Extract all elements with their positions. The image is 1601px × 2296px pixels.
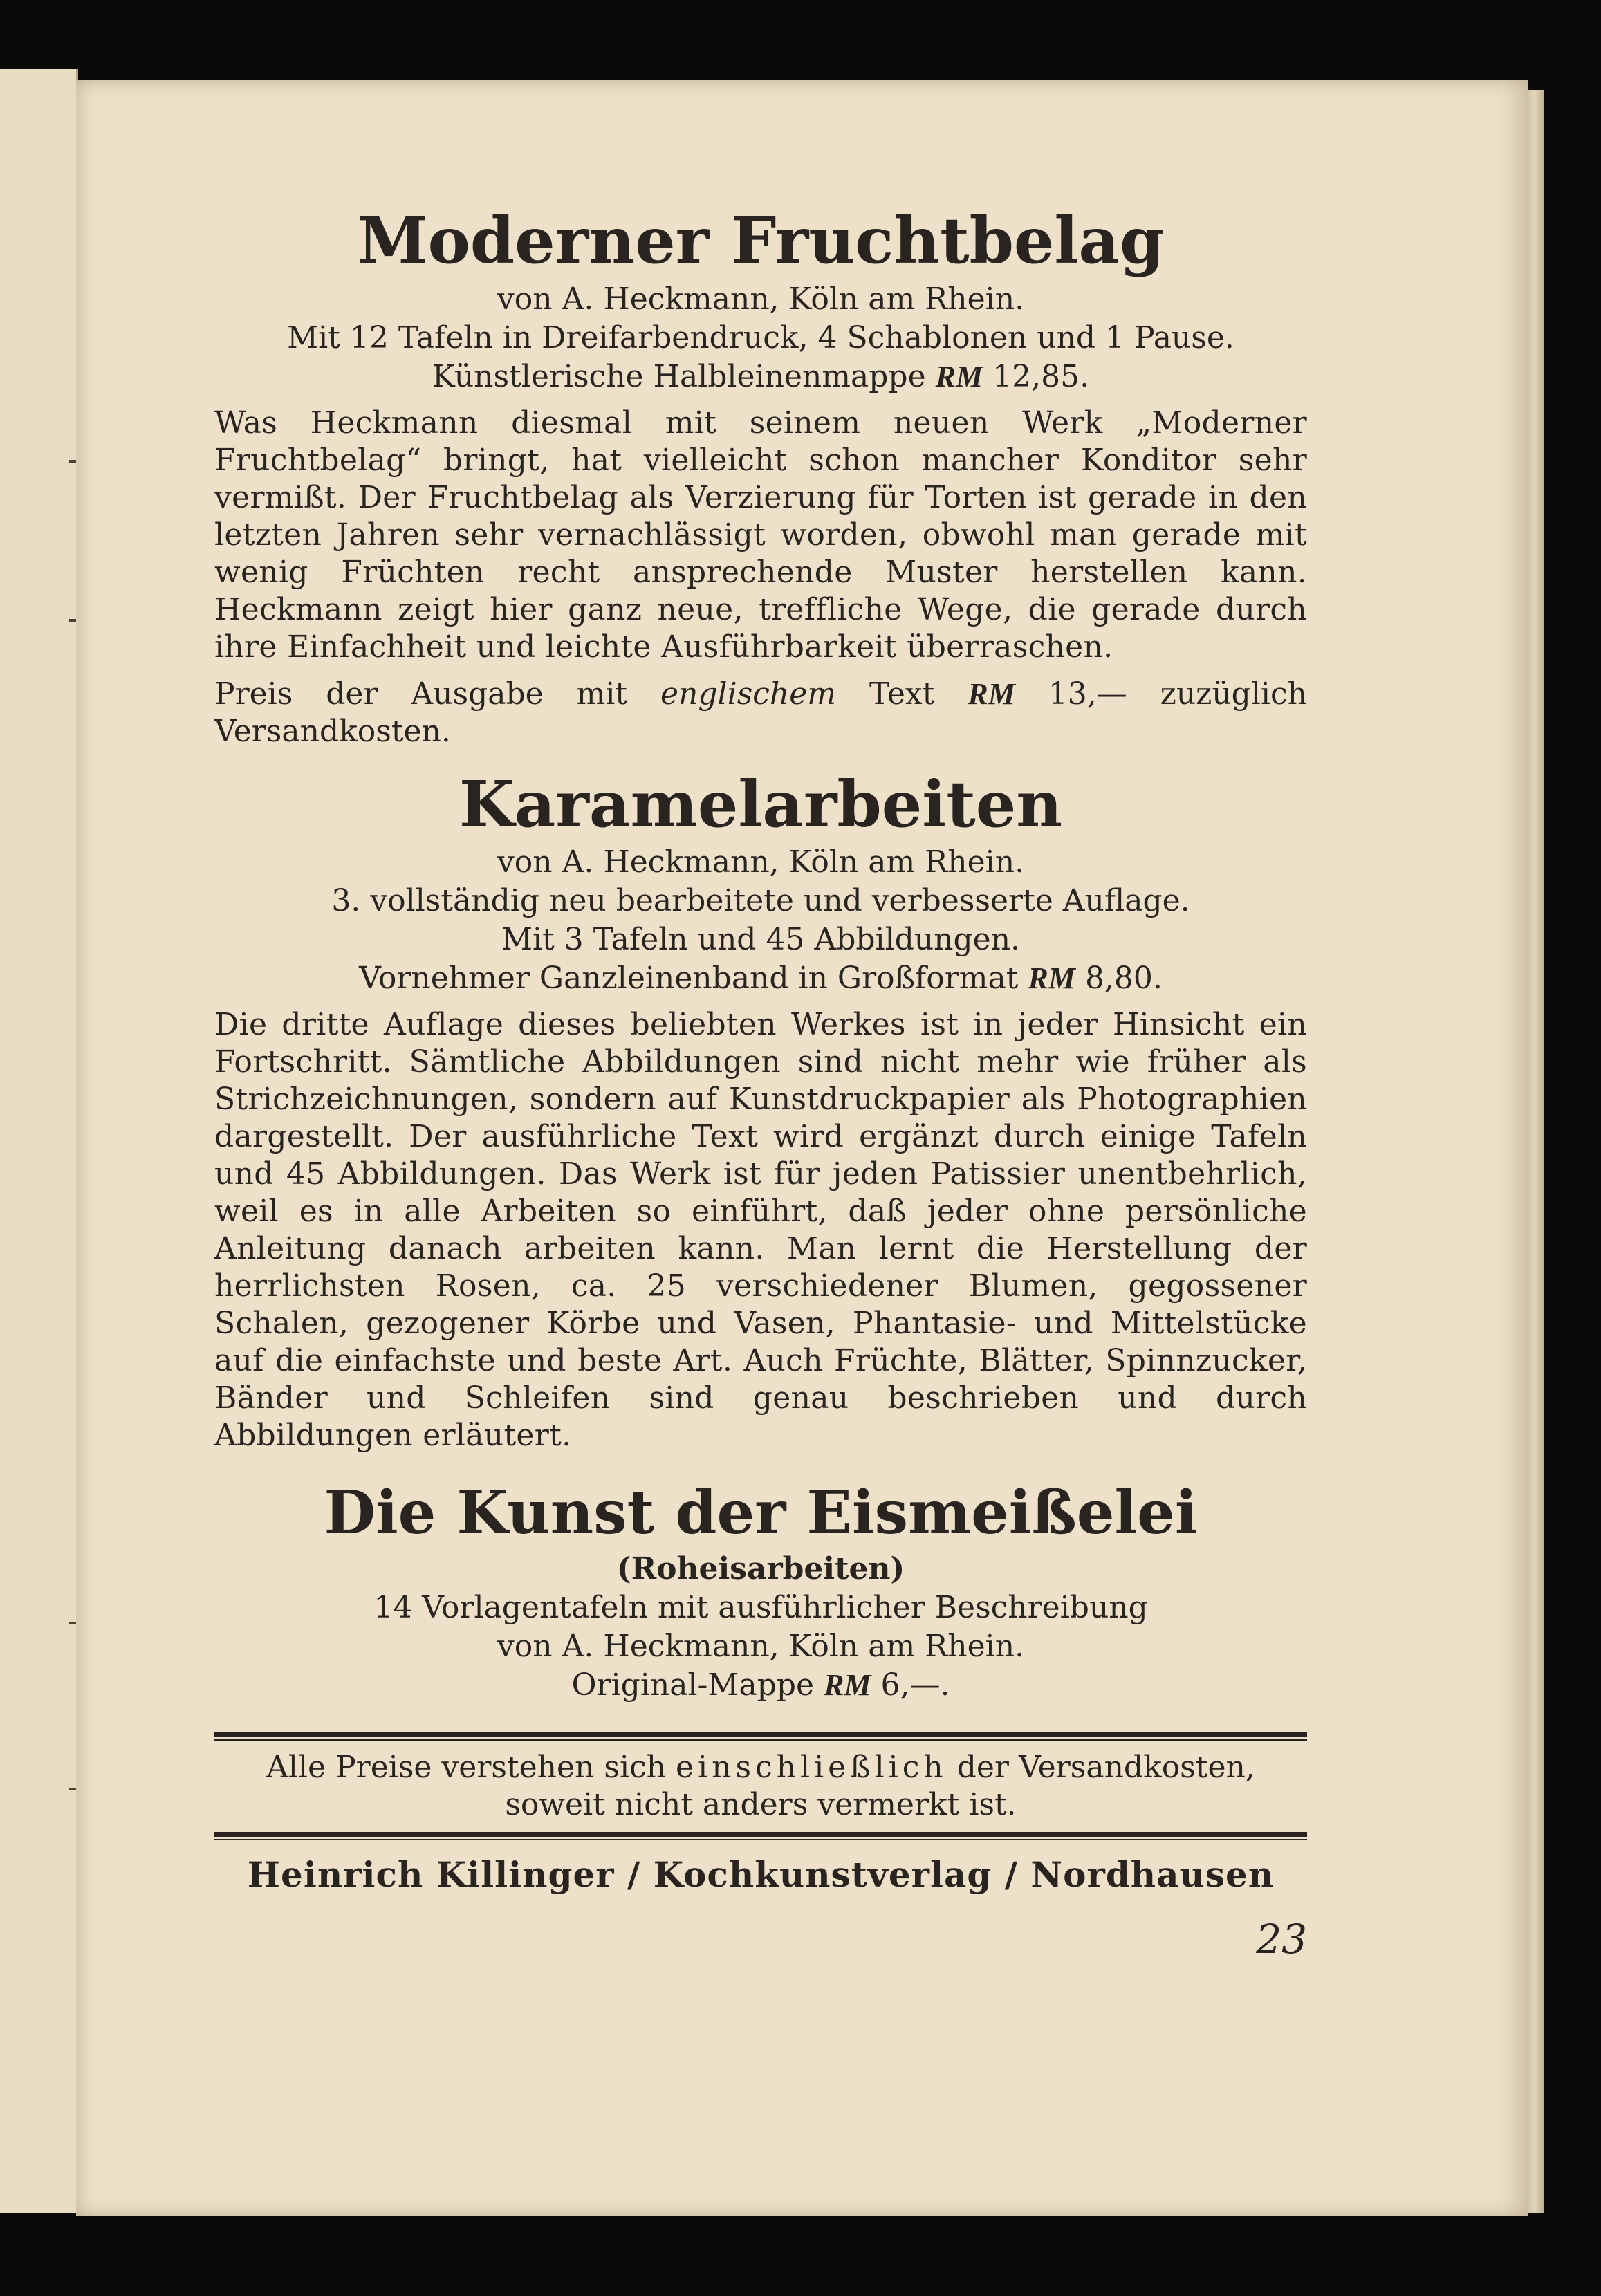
book1-price-prefix: Künstlerische Halbleinenmappe	[432, 358, 926, 394]
price-note-end: der Versandkosten, soweit nicht anders vermerkt ist.	[505, 1750, 1255, 1823]
book2-price-prefix: Vornehmer Ganzleinenband in Großformat	[359, 961, 1019, 997]
book1-english-line	[214, 676, 1307, 750]
book2-edition: 3. vollständig neu bearbeitete und verbesserte Auflage.	[331, 883, 1190, 919]
left-page-edge	[0, 69, 78, 2213]
book1-english-price: 13,— zuzüglich Versandkosten.	[214, 676, 1307, 749]
margin-mark	[69, 460, 76, 463]
book3-price-prefix: Original-Mappe	[571, 1667, 815, 1703]
divider-top	[214, 1732, 1307, 1741]
book1-description: Was Heckmann diesmal mit seinem neuen Werk „Moderner Fruchtbelag“ bringt, hat vielleicht schon mancher Konditor sehr vermißt. Der Fruchtbelag als Verzierung für Torten ist gerade in den letzten Jahren sehr vernachlässigt worden, obwohl man gerade mit wenig Früchten recht ansprechende Muster herstellen kann. Heckmann zeigt hier ganz neue, treffliche Wege, die gerade durch ihre Einfachheit und leichte Ausführbarkeit überraschen.	[214, 405, 1307, 665]
book3-currency: RM	[824, 1668, 871, 1703]
margin-mark	[69, 1788, 76, 1790]
price-note-start: Alle Preise verstehen sich	[266, 1750, 666, 1786]
book1-price: 12,85.	[992, 358, 1090, 394]
book1-english-word: englischem	[660, 676, 837, 712]
book2-currency: RM	[1028, 961, 1075, 996]
page-number: 23	[1256, 1916, 1307, 1963]
publisher-line: Heinrich Killinger / Kochkunstverlag / Nordhausen	[247, 1854, 1275, 1896]
book2-price-line	[214, 959, 1307, 998]
divider-bottom	[214, 1832, 1307, 1840]
book1-english-mid: Text	[869, 676, 935, 712]
book3-title: Die Kunst der Eismeißelei	[324, 1478, 1198, 1548]
book1-title: Moderner Fruchtbelag	[357, 203, 1165, 278]
margin-mark	[69, 619, 76, 622]
book2-title: Karamelarbeiten	[459, 766, 1063, 842]
price-note-spaced: einschließlich	[676, 1750, 947, 1786]
book1-price-line	[214, 358, 1307, 396]
book2-author: von A. Heckmann, Köln am Rhein.	[497, 844, 1025, 880]
book1-details: Mit 12 Tafeln in Dreifarbendruck, 4 Schablonen und 1 Pause.	[287, 320, 1234, 355]
book3-details: 14 Vorlagentafeln mit ausführlicher Beschreibung	[373, 1590, 1148, 1626]
page-content	[214, 203, 1307, 1963]
book1-english-currency: RM	[968, 676, 1015, 711]
book2-price: 8,80.	[1084, 961, 1163, 997]
book3-subtitle: (Roheisarbeiten)	[616, 1551, 905, 1587]
book2-details: Mit 3 Tafeln und 45 Abbildungen.	[501, 922, 1021, 958]
book3-author: von A. Heckmann, Köln am Rhein.	[497, 1629, 1025, 1665]
book3-price-line	[214, 1666, 1307, 1705]
book2-description: Die dritte Auflage dieses beliebten Werkes ist in jeder Hinsicht ein Fortschritt. Sämtliche Abbildungen sind nicht mehr wie früher als Strichzeichnungen, sondern auf Kunstdruckpapier als Photographien dargestellt. Der ausführliche Text wird ergänzt durch einige Tafeln und 45 Abbildungen. Das Werk ist für jeden Patissier unentbehrlich, weil es in alle Arbeiten so einführt, daß jeder ohne persönliche Anleitung danach arbeiten kann. Man lernt die Herstellung der herrlichsten Rosen, ca. 25 verschiedener Blumen, gegossener Schalen, gezogener Körbe und Vasen, Phantasie- und Mittelstücke auf die einfachste und beste Art. Auch Früchte, Blätter, Spinnzucker, Bänder und Schleifen sind genau beschrieben und durch Abbildungen erläutert.	[214, 1007, 1307, 1454]
margin-mark	[69, 1622, 76, 1624]
book1-english-prefix: Preis der Ausgabe mit	[214, 676, 628, 712]
book3-price: 6,—.	[880, 1667, 950, 1703]
book1-currency: RM	[935, 359, 983, 394]
price-note	[214, 1749, 1307, 1824]
book1-author: von A. Heckmann, Köln am Rhein.	[497, 281, 1025, 317]
page-stack-edge	[1525, 90, 1544, 2213]
